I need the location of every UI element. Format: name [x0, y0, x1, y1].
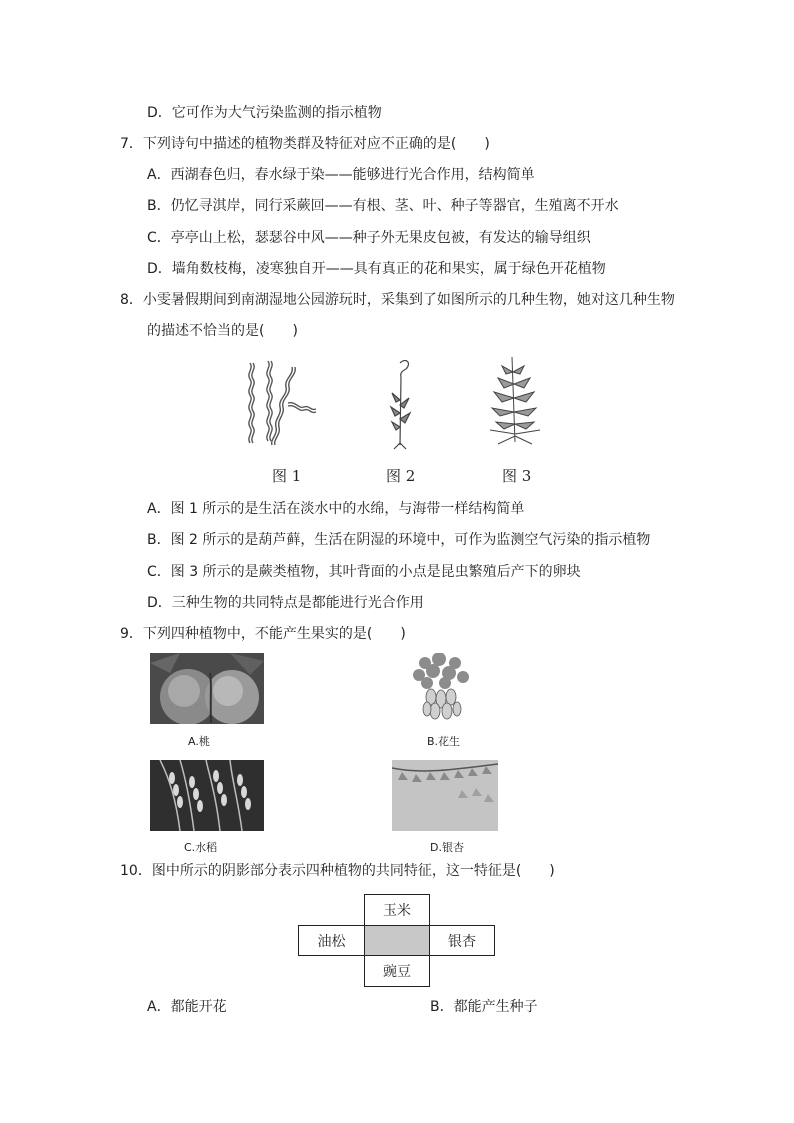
- q8-option-b: B．图 2 所示的是葫芦藓，生活在阴湿的环境中，可作为监测空气污染的指示植物: [147, 532, 651, 548]
- moss-figure: [380, 355, 420, 450]
- q7-option-d: D．墙角数枝梅，凌寒独自开——具有真正的花和果实，属于绿色开花植物: [147, 261, 606, 277]
- q9-stem: 9．下列四种植物中，不能产生果实的是( ): [120, 626, 406, 642]
- q10-option-a: A．都能开花: [147, 999, 227, 1015]
- q7-option-b: B．仍忆寻淇岸，同行采蕨回——有根、茎、叶、种子等器官，生殖离不开水: [147, 198, 619, 214]
- cell-right: 银杏: [429, 925, 495, 956]
- q10-option-b: B．都能产生种子: [430, 999, 538, 1015]
- cell-top: 玉米: [364, 894, 430, 926]
- peach-photo: [150, 653, 264, 724]
- fern-figure: [480, 352, 550, 452]
- q8-stem-line2: 的描述不恰当的是( ): [147, 323, 298, 339]
- q8-option-d: D．三种生物的共同特点是都能进行光合作用: [147, 595, 424, 611]
- caption-a: A.桃: [188, 735, 210, 748]
- ginkgo-photo: [392, 760, 498, 831]
- q7-option-c: C．亭亭山上松，瑟瑟谷中风——种子外无果皮包被，有发达的输导组织: [147, 230, 591, 246]
- cell-left: 油松: [298, 925, 365, 956]
- peanut-photo: [405, 653, 477, 723]
- figure-3-label: 图 3: [502, 467, 532, 485]
- spirogyra-figure: [240, 355, 320, 450]
- caption-d: D.银杏: [430, 841, 464, 854]
- rice-photo: [150, 760, 264, 831]
- q8-option-a: A．图 1 所示的是生活在淡水中的水绵，与海带一样结构简单: [147, 501, 525, 517]
- q8-stem-line1: 8．小雯暑假期间到南湖湿地公园游玩时，采集到了如图所示的几种生物，她对这几种生物: [120, 292, 675, 308]
- caption-b: B.花生: [427, 735, 461, 748]
- q6-option-d: D．它可作为大气污染监测的指示植物: [147, 105, 382, 121]
- figure-2-label: 图 2: [386, 467, 416, 485]
- q8-option-c: C．图 3 所示的是蕨类植物，其叶背面的小点是昆虫繁殖后产下的卵块: [147, 564, 581, 580]
- q7-stem: 7．下列诗句中描述的植物类群及特征对应不正确的是( ): [120, 136, 490, 152]
- q10-stem: 10．图中所示的阴影部分表示四种植物的共同特征，这一特征是( ): [120, 863, 555, 879]
- shaded-common-cell: [364, 925, 430, 956]
- caption-c: C.水稻: [184, 841, 218, 854]
- q7-option-a: A．西湖春色归，春水绿于染——能够进行光合作用，结构简单: [147, 167, 535, 183]
- cell-bottom: 豌豆: [364, 955, 430, 987]
- figure-1-label: 图 1: [272, 467, 302, 485]
